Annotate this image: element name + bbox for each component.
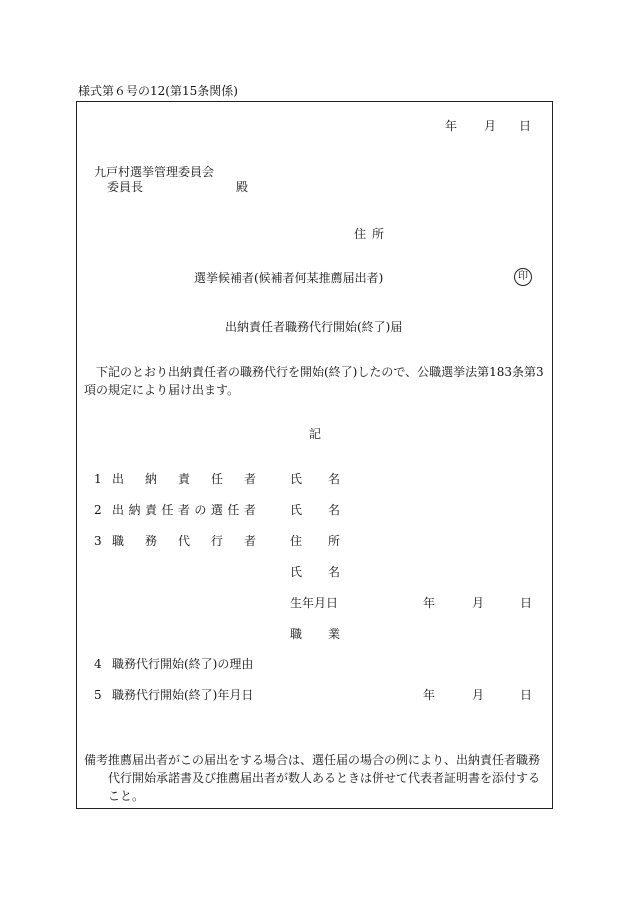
item-3-year: 年 <box>423 596 436 610</box>
addressee-chairman: 委員長 <box>107 180 144 194</box>
item-5-month: 月 <box>472 688 485 702</box>
addressee-committee: 九戸村選挙管理委員会 <box>94 165 215 179</box>
item-4-number: 4 <box>94 657 102 671</box>
item-3-address-field: 住 所 <box>290 534 340 548</box>
remarks-text: 推薦届出者がこの届出をする場合は、選任届の場合の例により、出納責任者職務代行開始承諾書及び推薦届出者が数人あるときは併せて代表者証明書を添付すること。 <box>108 753 541 803</box>
item-4-label: 職務代行開始(終了)の理由 <box>112 657 254 671</box>
item-3-day: 日 <box>520 596 533 610</box>
date-month: 月 <box>484 119 497 133</box>
item-3-birthdate-field: 生年月日 <box>290 596 339 610</box>
ki-label: 記 <box>309 427 322 441</box>
item-1-number: 1 <box>94 472 102 486</box>
addressee-honorific: 殿 <box>236 180 249 194</box>
item-2-label: 出 納 責 任 者 の 選 任 者 <box>112 503 256 517</box>
date-year: 年 <box>445 119 458 133</box>
item-3-month: 月 <box>472 596 485 610</box>
item-5-year: 年 <box>423 688 436 702</box>
item-3-number: 3 <box>94 534 102 548</box>
item-5-label: 職務代行開始(終了)年月日 <box>112 688 254 702</box>
sender-name-label: 選挙候補者(候補者何某推薦届出者) <box>194 271 384 285</box>
document-title: 出納責任者職務代行開始(終了)届 <box>225 320 403 334</box>
date-day: 日 <box>519 119 532 133</box>
item-2-number: 2 <box>94 503 102 517</box>
item-1-label: 出 納 責 任 者 <box>112 472 256 486</box>
form-code: 様式第６号の12(第15条関係) <box>78 84 238 98</box>
sender-address-label: 住 所 <box>354 227 384 241</box>
body-text: 下記のとおり出納責任者の職務代行を開始(終了)したので、公職選挙法第183条第3項の規定により届け出ます。 <box>84 365 544 397</box>
item-5-day: 日 <box>520 688 533 702</box>
remarks-label: 備考 <box>84 753 109 767</box>
item-3-label: 職 務 代 行 者 <box>112 534 256 548</box>
item-3-name-field: 氏 名 <box>290 565 340 579</box>
item-3-occupation-field: 職 業 <box>290 627 340 641</box>
item-5-number: 5 <box>94 688 102 702</box>
seal-mark: 印 <box>514 268 532 286</box>
item-2-name-field: 氏 名 <box>290 503 340 517</box>
form-frame <box>76 101 553 809</box>
item-1-name-field: 氏 名 <box>290 472 340 486</box>
